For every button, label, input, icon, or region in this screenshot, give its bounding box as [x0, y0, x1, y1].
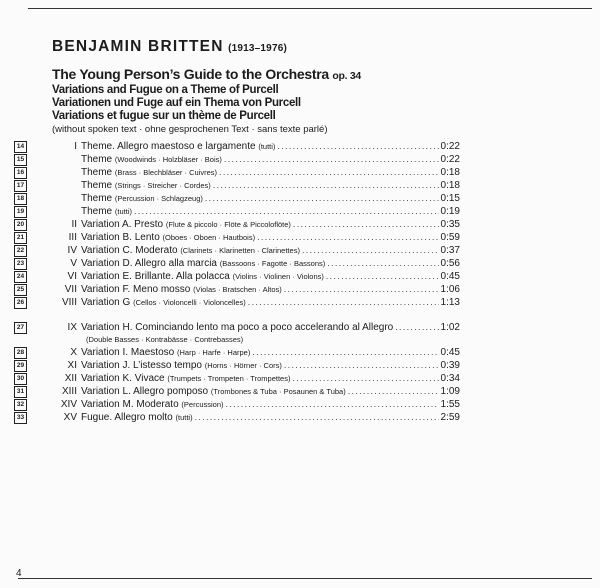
- track-duration: 0:22: [440, 154, 460, 165]
- track-row: [14, 283, 460, 296]
- movement-numeral: XV: [63, 412, 77, 423]
- movement-numeral: III: [68, 232, 77, 243]
- track-row: [14, 346, 460, 359]
- track-row: [14, 257, 460, 270]
- track-body: [81, 372, 460, 385]
- track-body: [81, 321, 460, 334]
- work-title-text: The Young Person’s Guide to the Orchestra: [52, 66, 329, 82]
- track-title-text: Variation I. Maestoso: [81, 347, 175, 358]
- track-title: [81, 296, 246, 309]
- alt-title-en: Variations and Fugue on a Theme of Purcell: [52, 84, 279, 96]
- dot-leader: [213, 179, 439, 192]
- track-number: 20: [14, 219, 27, 231]
- track-title: [81, 218, 291, 231]
- track-number: 14: [14, 141, 27, 153]
- track-instrumentation: (tutti): [114, 207, 132, 216]
- work-title: [52, 66, 472, 84]
- track-row: [14, 192, 460, 205]
- track-body: [81, 385, 460, 398]
- track-row: [14, 231, 460, 244]
- track-number: 33: [14, 412, 27, 424]
- alt-title-de: Variationen und Fuge auf ein Thema von Purcell: [52, 97, 301, 109]
- dot-leader: [219, 166, 439, 179]
- track-title: [81, 244, 300, 257]
- movement-numeral: X: [70, 347, 77, 358]
- track-instrumentation: (Bassoons · Fagotte · Bassons): [219, 259, 326, 268]
- track-instrumentation: (Flute & piccolo · Flöte & Piccoloflöte): [165, 220, 291, 229]
- track-duration: 0:39: [440, 360, 460, 371]
- track-title-text: Variation D. Allegro alla marcia: [81, 258, 217, 269]
- track-duration: 0:35: [440, 219, 460, 230]
- track-number: 17: [14, 180, 27, 192]
- track-instrumentation: (Trombones & Tuba · Posaunen & Tuba): [210, 387, 346, 396]
- track-title-text: Variation F. Meno mosso: [81, 284, 191, 295]
- track-duration: 1:02: [440, 322, 460, 333]
- track-row: [14, 153, 460, 166]
- track-body: [81, 359, 460, 372]
- track-row: [14, 166, 460, 179]
- track-body: [81, 166, 460, 179]
- track-number: 32: [14, 399, 27, 411]
- dot-leader: [302, 244, 439, 257]
- track-number: 30: [14, 373, 27, 385]
- track-body: [81, 244, 460, 257]
- track-body: [81, 231, 460, 244]
- track-duration: 0:56: [440, 258, 460, 269]
- movement-numeral: IV: [67, 245, 77, 256]
- track-body: [81, 411, 460, 424]
- track-title: [81, 192, 203, 205]
- track-title: [81, 257, 325, 270]
- track-title: [81, 205, 132, 218]
- dot-leader: [226, 398, 439, 411]
- track-instrumentation: (Horns · Hörner · Cors): [204, 361, 282, 370]
- track-instrumentation: (Oboes · Oboen · Hautbois): [162, 233, 256, 242]
- track-title-text: Variation G: [81, 297, 131, 308]
- track-instrumentation: (Violas · Bratschen · Altos): [193, 285, 282, 294]
- track-title-text: Variation L. Allegro pomposo: [81, 386, 209, 397]
- track-row: [14, 218, 460, 231]
- movement-numeral: XIV: [60, 399, 77, 410]
- dot-leader: [195, 411, 439, 424]
- track-number: 19: [14, 206, 27, 218]
- track-number: 26: [14, 297, 27, 309]
- track-number: 16: [14, 167, 27, 179]
- composer-heading: [52, 38, 287, 56]
- dot-leader: [326, 270, 439, 283]
- track-title: [81, 385, 346, 398]
- track-title-text: Theme: [81, 193, 113, 204]
- track-row: [14, 296, 460, 309]
- track-title: [81, 372, 290, 385]
- track-instrumentation: (Trumpets · Trompeten · Trompettes): [167, 374, 291, 383]
- movement-numeral: IX: [67, 322, 77, 333]
- track-duration: 0:18: [440, 180, 460, 191]
- dot-leader: [327, 257, 438, 270]
- track-duration: 1:55: [440, 399, 460, 410]
- track-title-text: Theme: [81, 167, 113, 178]
- track-row: [14, 321, 460, 334]
- track-body: [81, 153, 460, 166]
- track-body: [81, 140, 460, 153]
- track-number: 25: [14, 284, 27, 296]
- dot-leader: [293, 218, 439, 231]
- dot-leader: [277, 140, 438, 153]
- track-instrumentation: (Violins · Violinen · Violons): [232, 272, 324, 281]
- dot-leader: [252, 346, 438, 359]
- dot-leader: [224, 153, 439, 166]
- track-row: [14, 359, 460, 372]
- track-duration: 0:45: [440, 271, 460, 282]
- track-row: [14, 244, 460, 257]
- dot-leader: [248, 296, 439, 309]
- page-number: 4: [16, 568, 22, 579]
- track-title: [81, 231, 255, 244]
- track-title-text: Theme. Allegro maestoso e largamente: [81, 141, 256, 152]
- track-title-text: Variation E. Brillante. Alla polacca: [81, 271, 230, 282]
- track-body: [81, 346, 460, 359]
- track-body: [81, 257, 460, 270]
- track-body: [81, 270, 460, 283]
- track-number: 31: [14, 386, 27, 398]
- movement-numeral: I: [74, 141, 77, 152]
- track-title-text: Variation K. Vivace: [81, 373, 165, 384]
- track-title: [81, 270, 324, 283]
- track-title: [81, 283, 282, 296]
- work-heading: [52, 66, 472, 136]
- track-instrumentation: (Percussion · Schlagzeug): [114, 194, 203, 203]
- track-duration: 0:34: [440, 373, 460, 384]
- track-number: 28: [14, 347, 27, 359]
- movement-numeral: II: [71, 219, 77, 230]
- track-body: [81, 398, 460, 411]
- track-duration: 0:37: [440, 245, 460, 256]
- track-row: [14, 205, 460, 218]
- dot-leader: [257, 231, 438, 244]
- track-instrumentation-subline: (Double Basses · Kontrabässe · Contrebasses): [86, 335, 244, 344]
- track-list: [14, 140, 460, 424]
- track-title-text: Variation M. Moderato: [81, 399, 179, 410]
- track-title: [81, 359, 282, 372]
- track-number: 21: [14, 232, 27, 244]
- track-body: [81, 205, 460, 218]
- track-title-text: Fugue. Allegro molto: [81, 412, 173, 423]
- track-row: [14, 372, 460, 385]
- track-row: [14, 270, 460, 283]
- track-duration: 1:13: [440, 297, 460, 308]
- track-number: 29: [14, 360, 27, 372]
- alt-title-fr: Variations et fugue sur un thème de Purcell: [52, 110, 276, 122]
- track-number: 22: [14, 245, 27, 257]
- track-duration: 0:19: [440, 206, 460, 217]
- track-row: [14, 179, 460, 192]
- track-duration: 1:09: [440, 386, 460, 397]
- dot-leader: [134, 205, 439, 218]
- track-instrumentation: (Cellos · Violoncelli · Violoncelles): [133, 298, 246, 307]
- movement-numeral: V: [70, 258, 77, 269]
- track-instrumentation: (Clarinets · Klarinetten · Clarinettes): [180, 246, 300, 255]
- track-instrumentation: (Strings · Streicher · Cordes): [114, 181, 211, 190]
- track-title: [81, 398, 224, 411]
- track-number: 15: [14, 154, 27, 166]
- dot-leader: [284, 359, 439, 372]
- track-duration: 2:59: [440, 412, 460, 423]
- track-instrumentation: (tutti): [258, 142, 276, 151]
- track-title-text: Variation C. Moderato: [81, 245, 178, 256]
- top-rule: [28, 8, 592, 9]
- track-title: [81, 179, 211, 192]
- movement-numeral: XIII: [61, 386, 77, 397]
- track-duration: 0:15: [440, 193, 460, 204]
- track-number: 24: [14, 271, 27, 283]
- track-body: [81, 192, 460, 205]
- movement-numeral: VIII: [61, 297, 77, 308]
- track-instrumentation: (Brass · Blechbläser · Cuivres): [114, 168, 218, 177]
- track-title-text: Theme: [81, 206, 113, 217]
- track-body: [81, 283, 460, 296]
- dot-leader: [205, 192, 439, 205]
- work-opus: op. 34: [332, 70, 361, 82]
- composer-name: BENJAMIN BRITTEN: [52, 38, 224, 55]
- track-row: [14, 140, 460, 153]
- track-body: [81, 218, 460, 231]
- track-row: [14, 385, 460, 398]
- movement-numeral: XII: [64, 373, 77, 384]
- track-title-text: Theme: [81, 180, 113, 191]
- track-title: [81, 321, 393, 334]
- track-title-text: Variation A. Presto: [81, 219, 164, 230]
- track-title: [81, 346, 250, 359]
- track-duration: 1:06: [440, 284, 460, 295]
- track-row: [14, 398, 460, 411]
- track-title: [81, 153, 222, 166]
- track-number: 18: [14, 193, 27, 205]
- movement-numeral: VII: [64, 284, 77, 295]
- track-title-text: Variation B. Lento: [81, 232, 160, 243]
- dot-leader: [284, 283, 439, 296]
- track-body: [81, 179, 460, 192]
- track-title-text: Variation H. Cominciando lento ma poco a poco accelerando al Allegro: [81, 322, 394, 333]
- composer-dates: (1913–1976): [228, 43, 287, 54]
- track-duration: 0:45: [440, 347, 460, 358]
- work-note: (without spoken text · ohne gesprochenen Text · sans texte parlé): [52, 124, 328, 135]
- dot-leader: [292, 372, 438, 385]
- track-instrumentation: (Harp · Harfe · Harpe): [176, 348, 251, 357]
- track-title: [81, 411, 193, 424]
- track-duration: 0:22: [440, 141, 460, 152]
- track-title: [81, 140, 275, 153]
- track-title-text: Theme: [81, 154, 113, 165]
- track-title: [81, 166, 217, 179]
- track-number: 27: [14, 322, 27, 334]
- track-title-text: Variation J. L’istesso tempo: [81, 360, 202, 371]
- track-instrumentation: (Woodwinds · Holzbläser · Bois): [114, 155, 222, 164]
- track-duration: 0:59: [440, 232, 460, 243]
- movement-numeral: XI: [67, 360, 77, 371]
- track-instrumentation: (Percussion): [181, 400, 224, 409]
- track-row: [14, 411, 460, 424]
- track-number: 23: [14, 258, 27, 270]
- movement-numeral: VI: [67, 271, 77, 282]
- track-instrumentation: (tutti): [175, 413, 193, 422]
- bottom-rule: [18, 578, 592, 579]
- dot-leader: [348, 385, 439, 398]
- dot-leader: [395, 321, 438, 334]
- track-duration: 0:18: [440, 167, 460, 178]
- track-body: [81, 296, 460, 309]
